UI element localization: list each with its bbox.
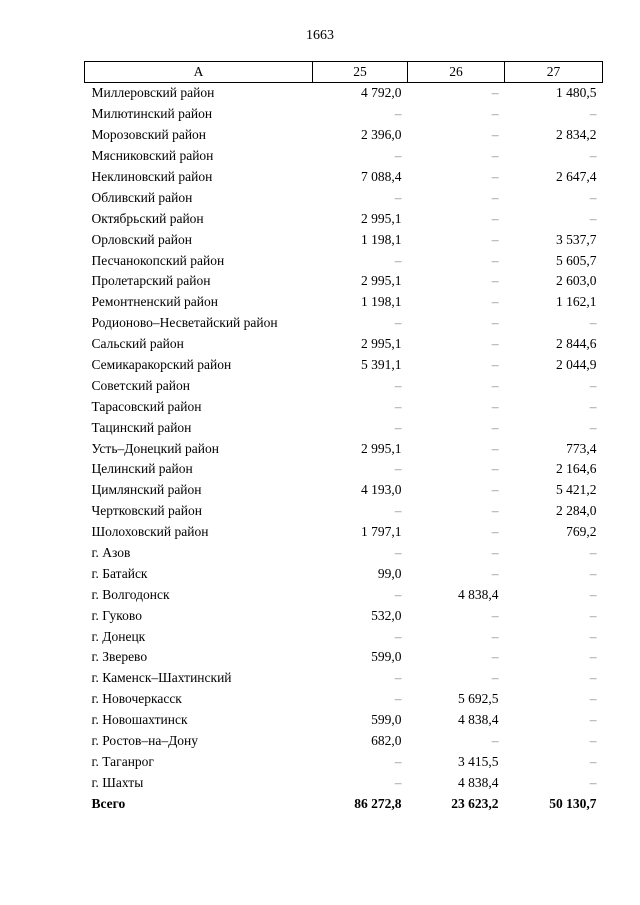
row-label: Ремонтненский район	[91, 294, 218, 310]
cell-col-27: 2 603,0	[556, 273, 597, 289]
cell-col-26: –	[491, 273, 499, 289]
row-label: г. Новошахтинск	[91, 712, 188, 728]
cell-col-27: –	[589, 565, 597, 581]
cell-col-25: –	[394, 189, 402, 205]
cell-col-26: –	[491, 127, 499, 143]
row-label: г. Новочеркасск	[91, 691, 182, 707]
table-row	[85, 731, 603, 752]
table-row	[85, 752, 603, 773]
table-row	[85, 689, 603, 710]
cell-col-25: 599,0	[371, 649, 402, 665]
cell-col-27: 50 130,7	[549, 795, 597, 811]
table-row	[85, 187, 603, 208]
table-row	[85, 292, 603, 313]
cell-col-26: –	[491, 398, 499, 414]
cell-col-25: –	[394, 398, 402, 414]
table-row	[85, 334, 603, 355]
cell-col-27: 1 480,5	[556, 85, 597, 101]
row-label: Родионово–Несветайский район	[91, 315, 278, 331]
cell-col-27: –	[589, 649, 597, 665]
cell-col-27: 769,2	[566, 524, 597, 540]
row-label: Милютинский район	[91, 106, 213, 122]
cell-col-27: 3 537,7	[556, 231, 597, 247]
cell-col-25: –	[394, 461, 402, 477]
cell-col-26: –	[491, 628, 499, 644]
cell-col-26: 4 838,4	[458, 712, 499, 728]
cell-col-25: –	[394, 586, 402, 602]
cell-col-25: –	[394, 503, 402, 519]
row-label: Мясниковский район	[91, 148, 214, 164]
table-row	[85, 563, 603, 584]
table-row	[85, 167, 603, 188]
row-label: Всего	[91, 795, 126, 811]
cell-col-27: –	[589, 106, 597, 122]
page-number: 1663	[306, 28, 334, 43]
cell-col-27: 5 605,7	[556, 252, 597, 268]
cell-col-26: 4 838,4	[458, 774, 499, 790]
cell-col-27: –	[589, 189, 597, 205]
row-label: Песчанокопский район	[91, 252, 225, 268]
total-row	[85, 793, 603, 814]
row-label: Советский район	[91, 377, 190, 393]
cell-col-26: –	[491, 231, 499, 247]
table-row	[85, 125, 603, 146]
cell-col-26: –	[491, 106, 499, 122]
cell-col-25: –	[394, 628, 402, 644]
row-label: г. Таганрог	[91, 753, 154, 769]
row-label: Миллеровский район	[91, 85, 215, 101]
cell-col-27: –	[589, 753, 597, 769]
cell-col-27: –	[589, 586, 597, 602]
cell-col-26: –	[491, 419, 499, 435]
table-row	[85, 480, 603, 501]
cell-col-25: 599,0	[371, 712, 402, 728]
cell-col-25: –	[394, 315, 402, 331]
cell-col-27: –	[589, 733, 597, 749]
column-header-27: 27	[505, 62, 603, 83]
cell-col-26: –	[491, 148, 499, 164]
cell-col-26: –	[491, 565, 499, 581]
cell-col-27: –	[589, 377, 597, 393]
cell-col-27: 1 162,1	[556, 294, 597, 310]
table-row	[85, 104, 603, 125]
cell-col-27: –	[589, 419, 597, 435]
cell-col-25: 4 193,0	[361, 482, 402, 498]
table-row	[85, 584, 603, 605]
table-row	[85, 396, 603, 417]
cell-col-25: 1 797,1	[361, 524, 402, 540]
cell-col-25: 86 272,8	[354, 795, 402, 811]
row-label: г. Гуково	[91, 607, 142, 623]
cell-col-26: –	[491, 482, 499, 498]
cell-col-27: 2 647,4	[556, 169, 597, 184]
cell-col-27: 2 284,0	[556, 503, 597, 519]
cell-col-26: 23 623,2	[451, 795, 499, 811]
cell-col-26: –	[491, 545, 499, 561]
cell-col-26: –	[491, 461, 499, 477]
cell-col-26: –	[491, 524, 499, 540]
cell-col-25: 7 088,4	[361, 169, 402, 184]
table-row	[85, 647, 603, 668]
cell-col-25: –	[394, 670, 402, 686]
cell-col-27: –	[589, 607, 597, 623]
table-row	[85, 375, 603, 396]
cell-col-26: 3 415,5	[458, 753, 499, 769]
cell-col-25: 682,0	[371, 733, 402, 749]
cell-col-27: –	[589, 398, 597, 414]
cell-col-26: –	[491, 733, 499, 749]
cell-col-27: 2 164,6	[556, 461, 597, 477]
cell-col-26: –	[491, 210, 499, 226]
cell-col-27: 5 421,2	[556, 482, 597, 498]
cell-col-25: 1 198,1	[361, 294, 402, 310]
cell-col-25: 2 396,0	[361, 127, 402, 143]
table-row	[85, 208, 603, 229]
row-label: Семикаракорский район	[91, 357, 232, 373]
row-label: Сальский район	[91, 336, 184, 352]
table-header-row	[85, 62, 603, 83]
table-row	[85, 83, 603, 104]
cell-col-26: –	[491, 294, 499, 310]
table-row	[85, 605, 603, 626]
cell-col-27: –	[589, 691, 597, 707]
table-row	[85, 146, 603, 167]
cell-col-27: –	[589, 712, 597, 728]
table-row	[85, 271, 603, 292]
table-row	[85, 250, 603, 271]
table-row	[85, 417, 603, 438]
row-label: г. Ростов–на–Дону	[91, 733, 199, 749]
row-label: Цимлянский район	[91, 482, 202, 498]
row-label: г. Батайск	[91, 565, 148, 581]
cell-col-25: –	[394, 419, 402, 435]
cell-col-27: 2 044,9	[556, 357, 597, 373]
cell-col-27: –	[589, 210, 597, 226]
data-table	[84, 61, 603, 814]
row-label: Пролетарский район	[91, 273, 211, 289]
row-label: Чертковский район	[91, 503, 202, 519]
cell-col-26: –	[491, 315, 499, 331]
cell-col-26: –	[491, 607, 499, 623]
column-header-a: А	[85, 62, 313, 83]
cell-col-26: –	[491, 252, 499, 268]
cell-col-25: 1 198,1	[361, 231, 402, 247]
cell-col-26: 5 692,5	[458, 691, 499, 707]
table-row	[85, 543, 603, 564]
row-label: Морозовский район	[91, 127, 207, 143]
table-row	[85, 459, 603, 480]
cell-col-27: –	[589, 774, 597, 790]
cell-col-25: –	[394, 377, 402, 393]
cell-col-26: –	[491, 670, 499, 686]
cell-col-27: 2 834,2	[556, 127, 597, 143]
cell-col-25: –	[394, 148, 402, 164]
cell-col-27: –	[589, 670, 597, 686]
cell-col-26: –	[491, 649, 499, 665]
column-header-25: 25	[313, 62, 408, 83]
cell-col-26: 4 838,4	[458, 586, 499, 602]
cell-col-27: 773,4	[566, 440, 597, 456]
cell-col-25: –	[394, 774, 402, 790]
cell-col-25: 532,0	[371, 607, 402, 623]
table-row	[85, 710, 603, 731]
column-header-26: 26	[408, 62, 505, 83]
cell-col-25: 99,0	[377, 565, 402, 581]
row-label: Орловский район	[91, 231, 192, 247]
cell-col-25: 2 995,1	[361, 273, 402, 289]
row-label: г. Азов	[91, 545, 131, 561]
cell-col-27: –	[589, 545, 597, 561]
table-row	[85, 501, 603, 522]
row-label: Тарасовский район	[91, 398, 202, 414]
table-row	[85, 438, 603, 459]
table-row	[85, 313, 603, 334]
row-label: Неклиновский район	[91, 169, 213, 184]
row-label: Тацинский район	[91, 419, 192, 435]
table-row	[85, 229, 603, 250]
cell-col-25: 2 995,1	[361, 336, 402, 352]
table-row	[85, 626, 603, 647]
cell-col-25: –	[394, 106, 402, 122]
row-label: г. Зверево	[91, 649, 148, 665]
cell-col-27: 2 844,6	[556, 336, 597, 352]
row-label: Обливский район	[91, 189, 193, 205]
cell-col-26: –	[491, 503, 499, 519]
cell-col-25: 5 391,1	[361, 357, 402, 373]
row-label: Усть–Донецкий район	[91, 440, 219, 456]
row-label: г. Донецк	[91, 628, 146, 644]
cell-col-25: 2 995,1	[361, 440, 402, 456]
row-label: г. Волгодонск	[91, 586, 170, 602]
cell-col-25: –	[394, 753, 402, 769]
cell-col-26: –	[491, 85, 499, 101]
row-label: Октябрьский район	[91, 210, 204, 226]
cell-col-26: –	[491, 169, 499, 184]
table-row	[85, 668, 603, 689]
cell-col-25: 2 995,1	[361, 210, 402, 226]
table-row	[85, 355, 603, 376]
cell-col-25: –	[394, 252, 402, 268]
cell-col-27: –	[589, 148, 597, 164]
row-label: Шолоховский район	[91, 524, 209, 540]
table-row	[85, 772, 603, 793]
cell-col-26: –	[491, 357, 499, 373]
row-label: г. Шахты	[91, 774, 144, 790]
cell-col-25: –	[394, 545, 402, 561]
row-label: г. Каменск–Шахтинский	[91, 670, 232, 686]
table-row	[85, 522, 603, 543]
row-label: Целинский район	[91, 461, 193, 477]
cell-col-27: –	[589, 628, 597, 644]
cell-col-27: –	[589, 315, 597, 331]
cell-col-26: –	[491, 336, 499, 352]
cell-col-26: –	[491, 377, 499, 393]
table-body	[85, 83, 603, 815]
cell-col-25: 4 792,0	[361, 85, 402, 101]
cell-col-25: –	[394, 691, 402, 707]
cell-col-26: –	[491, 440, 499, 456]
cell-col-26: –	[491, 189, 499, 205]
